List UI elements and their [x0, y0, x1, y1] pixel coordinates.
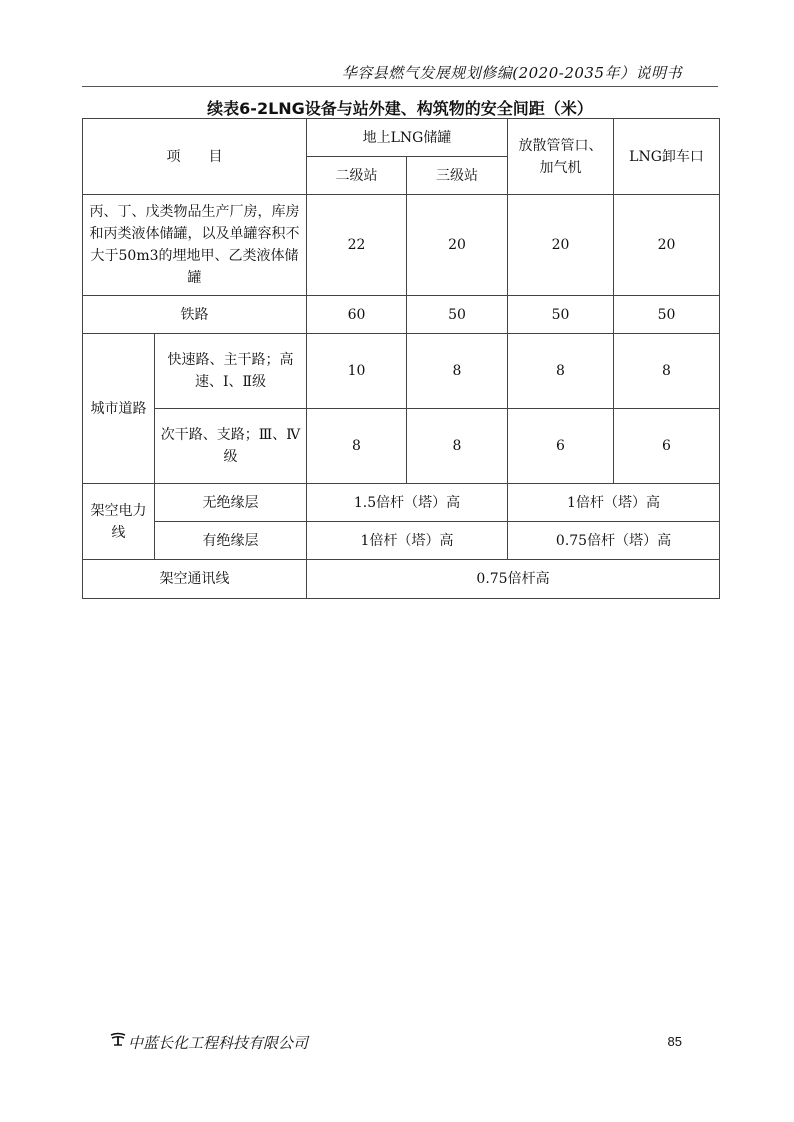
row-group-city-road: 城市道路: [83, 334, 155, 484]
cell-value: 22: [307, 195, 407, 296]
row-group-power-line: 架空电力线: [83, 484, 155, 560]
table-row: [83, 195, 720, 296]
cell-value: 8: [614, 334, 720, 409]
table-row: [83, 409, 720, 484]
cell-value: 60: [307, 296, 407, 334]
cell-value: 8: [407, 334, 508, 409]
table-row: [83, 560, 720, 599]
row-label-comm-line: 架空通讯线: [83, 560, 307, 599]
page-number: 85: [667, 1034, 682, 1049]
cell-value: 20: [508, 195, 614, 296]
header-level3-station: 三级站: [407, 157, 508, 195]
row-label-plant-storage: 丙、丁、戊类物品生产厂房，库房和丙类液体储罐，以及单罐容积不大于50m3的埋地甲、乙类液体储罐: [83, 195, 307, 296]
cell-value: 20: [614, 195, 720, 296]
company-logo-icon: [110, 1032, 126, 1050]
header-unloading-port: LNG卸车口: [614, 119, 720, 195]
cell-value: 6: [614, 409, 720, 484]
header-item: 项 目: [83, 119, 307, 195]
footer-company-name: 中蓝长化工程科技有限公司: [128, 1034, 309, 1052]
cell-value: 8: [508, 334, 614, 409]
table-row: [83, 296, 720, 334]
table-row: [83, 484, 720, 522]
row-label-secondary-road: 次干路、支路；Ⅲ、Ⅳ级: [155, 409, 307, 484]
cell-value: 50: [614, 296, 720, 334]
cell-value: 20: [407, 195, 508, 296]
row-label-railway: 铁路: [83, 296, 307, 334]
cell-value: 8: [407, 409, 508, 484]
header-vent-dispenser: 放散管管口、加气机: [508, 119, 614, 195]
cell-value: 0.75倍杆高: [307, 560, 720, 599]
cell-value: 50: [508, 296, 614, 334]
cell-value: 0.75倍杆（塔）高: [508, 522, 720, 560]
row-label-no-insulation: 无绝缘层: [155, 484, 307, 522]
header-level2-station: 二级站: [307, 157, 407, 195]
cell-value: 1倍杆（塔）高: [307, 522, 508, 560]
header-lng-tank: 地上LNG储罐: [307, 119, 508, 157]
document-header-title: 华容县燃气发展规划修编(2020-2035年）说明书: [341, 64, 682, 82]
header-divider: [82, 86, 718, 87]
table-title: 续表6-2LNG设备与站外建、构筑物的安全间距（米）: [207, 99, 593, 118]
cell-value: 6: [508, 409, 614, 484]
cell-value: 1.5倍杆（塔）高: [307, 484, 508, 522]
safety-distance-table: [82, 118, 720, 599]
row-label-expressway: 快速路、主干路；高速、Ⅰ、Ⅱ级: [155, 334, 307, 409]
row-label-insulated: 有绝缘层: [155, 522, 307, 560]
cell-value: 1倍杆（塔）高: [508, 484, 720, 522]
table-row: [83, 522, 720, 560]
table-row: [83, 334, 720, 409]
cell-value: 10: [307, 334, 407, 409]
cell-value: 8: [307, 409, 407, 484]
cell-value: 50: [407, 296, 508, 334]
